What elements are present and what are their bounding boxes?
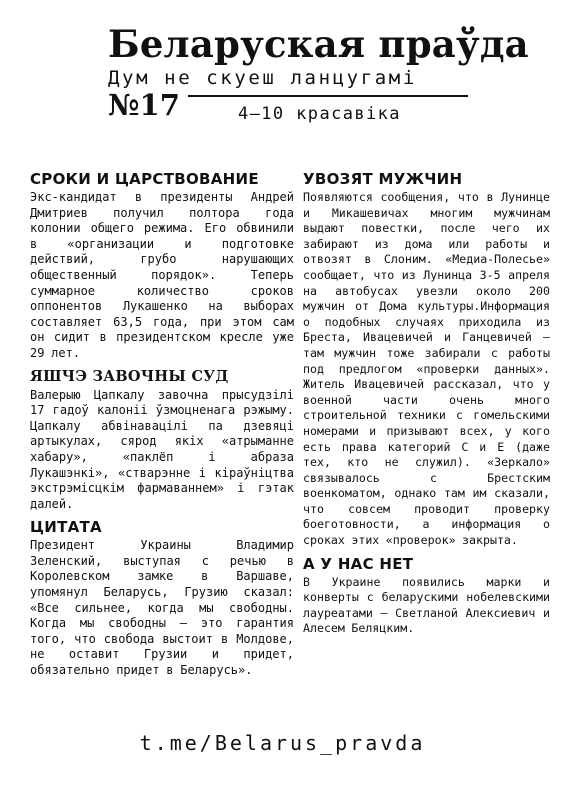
article-headline: ЯШЧЭ ЗАВОЧНЫ СУД — [30, 367, 229, 385]
telegram-link[interactable]: t.me/Belarus_pravda — [139, 731, 426, 755]
article-quote — [30, 518, 294, 678]
article-headline: УВОЗЯТ МУЖЧИН — [303, 170, 463, 188]
left-column — [30, 170, 294, 685]
article-body: В Украине появились марки и конверты с беларускими нобелевскими лауреатами — Светланой Алексиевич и Алесем Беляцким. — [303, 574, 550, 636]
article-absentee-trial — [30, 368, 294, 513]
article-body: Президент Украины Владимир Зеленский, выступая с речью в Королевском замке в Варшаве, упомянул Беларусь, Грузию сказал: «Все сильнее, когда мы свободны. Когда мы свободны — это гарантия того, что свобода выстоит в Молдове, не оставит Грузии и придет, обязательно придет в Беларусь». — [30, 538, 294, 678]
article-men-taken — [303, 170, 550, 549]
article-stamps — [303, 555, 550, 637]
right-column — [303, 170, 550, 643]
masthead-title: Беларуская праўда — [108, 22, 529, 66]
article-headline: А У НАС НЕТ — [303, 554, 414, 573]
masthead-rule — [188, 95, 468, 97]
article-terms — [30, 170, 294, 362]
article-body: Появляются сообщения, что в Лунинце и Микашевичах многим мужчинам выдают повестки, после чего их забирают из дома или работы и отвозят в Слоним. «Медиа-Полесье» сообщает, что из Лунинца 3-5 апреля на автобусах увезли около 200 мужчин от Дома культуры.Информация о подобных случаях приходила из Бреста, Ивацевичей и Ганцевичей — там мужчин тоже забирали с работы под предлогом «проверки данных». Житель Ивацевичей рассказал, что у военной части очень много строительной техники с гомельскими номерами и призывают всех, у кого есть права категорий С и Е (даже тех, кто не служил). «Зеркало» связывалось с Брестским военкоматом, однако там им сказали, что совсем проводит проверку боеготовности, а информация о сроках этих «проверок» закрыта. — [303, 190, 550, 548]
issue-number: №17 — [108, 88, 180, 122]
article-body: Валерыю Цапкалу завочна прысудзілі 17 гадоў калоніі ўзмоцненага рэжыму. Цапкалу абвінавацілі па дзевяці артыкулах, сярод якіх «атрыманне хабару», «паклёп і абраза Лукашэнкі», «стварэнне і кіраўніцтва экстрэмісцкім фармаваннем» і гэтак далей. — [30, 387, 294, 511]
issue-dates: 4—10 красавіка — [238, 104, 401, 124]
article-headline: ЦИТАТА — [30, 518, 102, 537]
masthead-slogan: Дум не скуеш ланцугамі — [108, 67, 417, 89]
article-headline: СРОКИ И ЦАРСТВОВАНИЕ — [30, 170, 259, 188]
article-body: Экс-кандидат в президенты Андрей Дмитриев получил полтора года колонии общего режима. Его обвинили в «организации и подготовке действий, грубо нарушающих общественный порядок». Теперь суммарное количество сроков оппонентов Лукашенко на выборах составляет 63,5 года, при этом сам он сидит в президентском кресле уже 29 лет. — [30, 190, 294, 360]
